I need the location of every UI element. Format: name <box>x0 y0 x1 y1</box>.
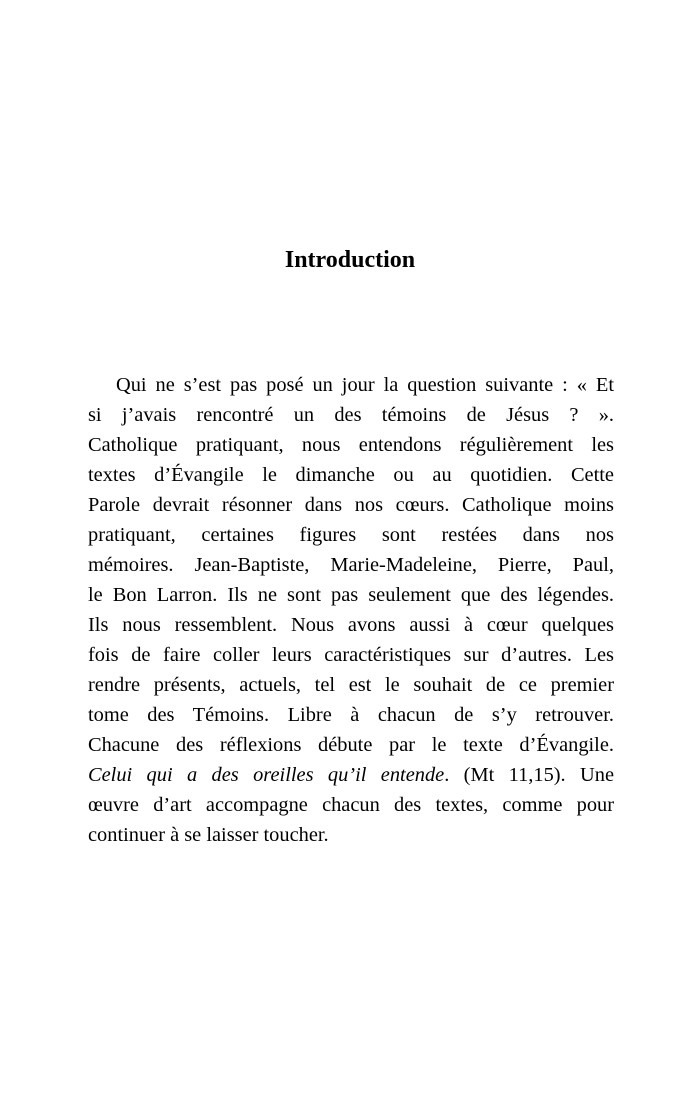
text-line-quote <box>88 760 614 790</box>
text-line: Ils nous ressemblent. Nous avons aussi à cœur quelques <box>88 614 614 636</box>
text-line: pratiquant, certaines figures sont restées dans nos <box>88 524 614 546</box>
text-line: continuer à se laisser toucher. <box>88 824 329 846</box>
text-line: œuvre d’art accompagne chacun des textes, comme pour <box>88 794 614 816</box>
page-title: Introduction <box>284 247 416 273</box>
gospel-quote: Celui qui a des oreilles qu’il entende <box>88 764 445 786</box>
quote-reference: . (Mt 11,15). Une <box>444 764 614 786</box>
text-line: Parole devrait résonner dans nos cœurs. Catholique moins <box>88 494 614 516</box>
text-line: mémoires. Jean-Baptiste, Marie-Madeleine, Pierre, Paul, <box>88 554 614 576</box>
text-line: si j’avais rencontré un des témoins de Jésus ? ». <box>88 404 614 426</box>
text-line: fois de faire coller leurs caractéristiques sur d’autres. Les <box>88 644 614 666</box>
text-line: le Bon Larron. Ils ne sont pas seulement que des légendes. <box>88 584 614 606</box>
text-line: rendre présents, actuels, tel est le souhait de ce premier <box>88 674 614 696</box>
text-line: Chacune des réflexions débute par le texte d’Évangile. <box>88 734 614 756</box>
text-line: tome des Témoins. Libre à chacun de s’y retrouver. <box>88 704 614 726</box>
introduction-paragraph <box>88 370 614 850</box>
text-line: Catholique pratiquant, nous entendons régulièrement les <box>88 434 614 456</box>
text-line: Qui ne s’est pas posé un jour la question suivante : « Et <box>116 374 614 396</box>
text-line: textes d’Évangile le dimanche ou au quotidien. Cette <box>88 464 614 486</box>
